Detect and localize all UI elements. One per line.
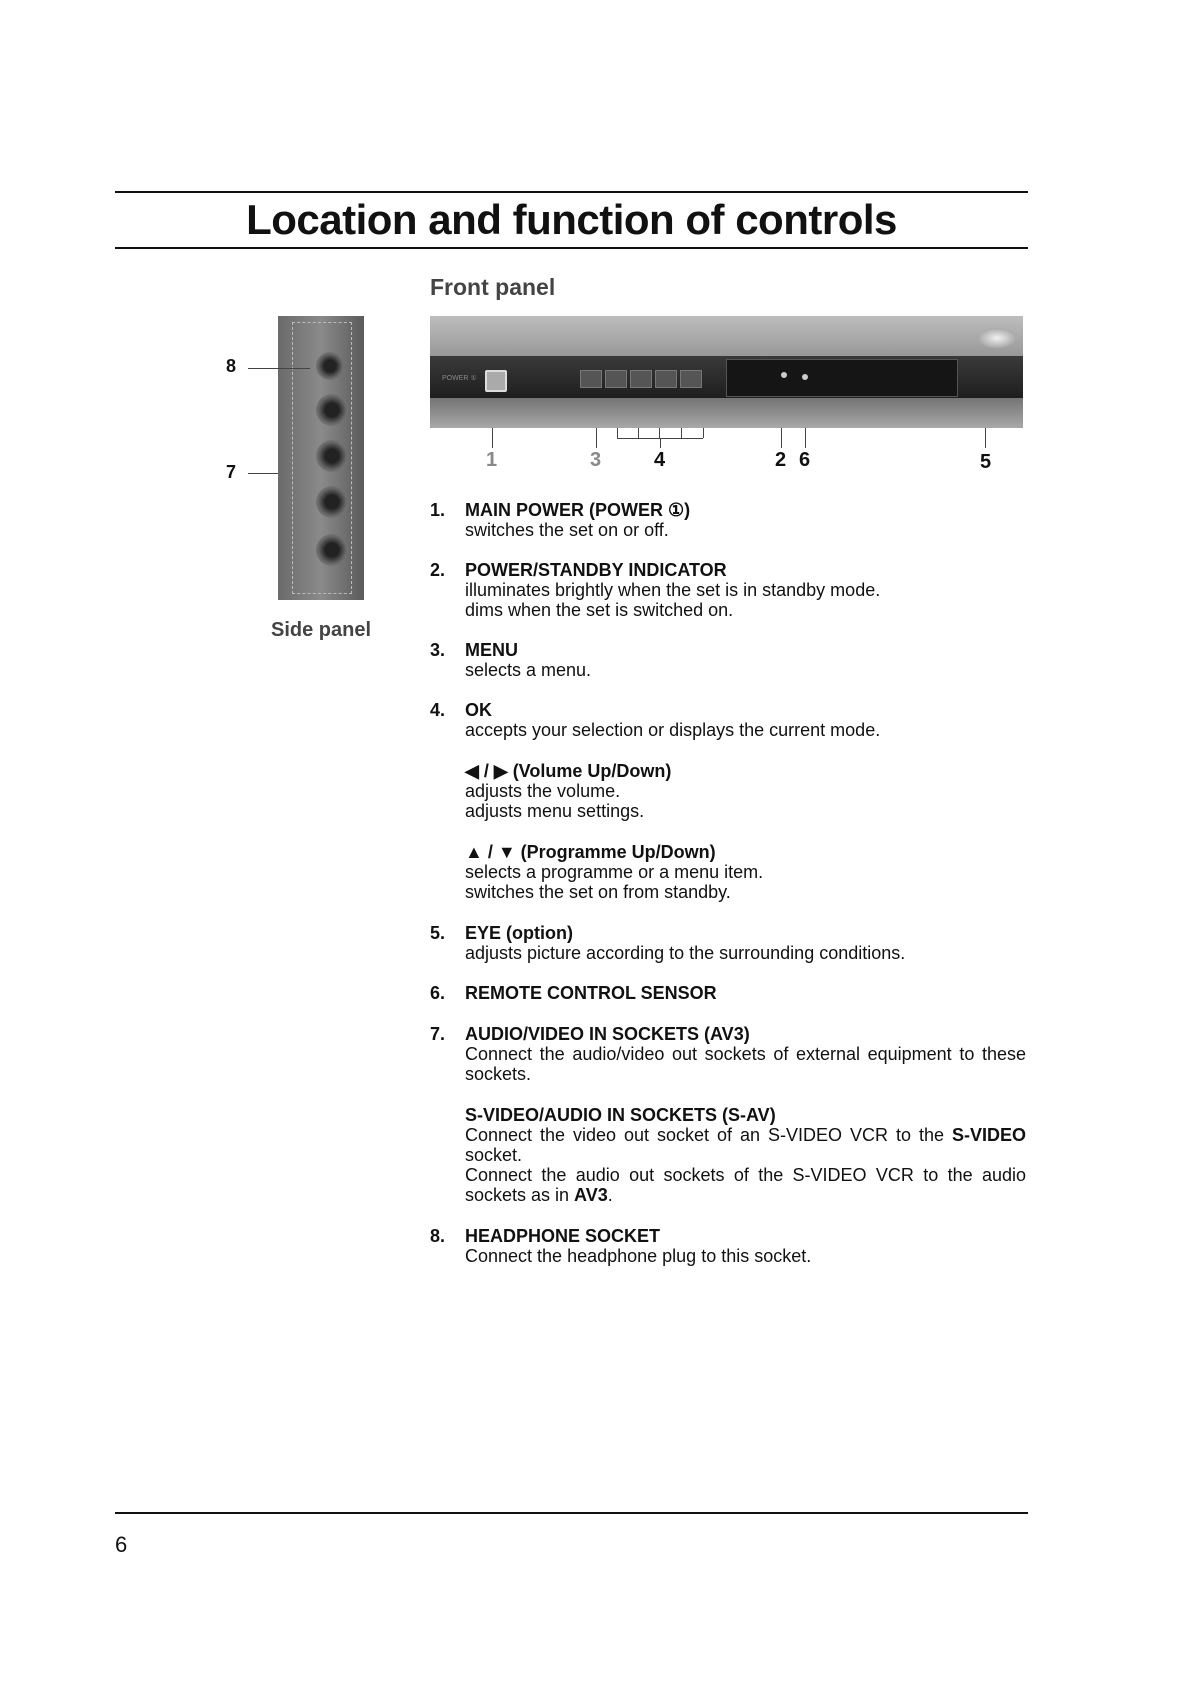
headphone-socket-illustration xyxy=(316,352,344,380)
audio-socket-illustration xyxy=(316,440,348,472)
list-item xyxy=(430,700,1026,740)
item-heading: MAIN POWER (POWER ①) xyxy=(465,500,691,520)
list-item xyxy=(430,1226,1026,1266)
sub-item-heading: S-VIDEO/AUDIO IN SOCKETS (S-AV) xyxy=(465,1105,776,1125)
item-number: 5. xyxy=(430,923,446,943)
item-heading: OK xyxy=(465,700,492,720)
item-description: switches the set on or off. xyxy=(465,520,669,540)
list-item xyxy=(430,560,1026,620)
callout-number-2: 2 xyxy=(775,449,787,471)
list-item xyxy=(430,640,1026,680)
ok-button-illustration xyxy=(605,370,627,388)
item-number: 8. xyxy=(430,1226,446,1246)
item-number: 7. xyxy=(430,1024,446,1044)
item-heading: POWER/STANDBY INDICATOR xyxy=(465,560,727,580)
callout-tick xyxy=(617,428,618,438)
power-label: POWER ① xyxy=(442,375,477,382)
remote-sensor-led xyxy=(802,374,808,380)
item-description: Connect the headphone plug to this socket. xyxy=(465,1246,812,1266)
side-callout-line-8 xyxy=(248,368,310,369)
callout-tick xyxy=(638,428,639,438)
video-socket-illustration xyxy=(316,534,348,566)
sub-item-heading: ◀ / ▶ (Volume Up/Down) xyxy=(465,761,672,781)
callout-line-5 xyxy=(985,428,986,448)
callout-line-6 xyxy=(805,428,806,448)
display-window xyxy=(726,359,958,397)
item-description: dims when the set is switched on. xyxy=(465,600,734,620)
sub-item-description xyxy=(465,1165,1026,1205)
item-heading: AUDIO/VIDEO IN SOCKETS (AV3) xyxy=(465,1024,750,1044)
callout-tick xyxy=(659,428,660,438)
item-number: 3. xyxy=(430,640,446,660)
callout-number-6: 6 xyxy=(799,449,811,471)
callout-number-1: 1 xyxy=(486,449,498,471)
top-rule xyxy=(115,191,1028,193)
front-panel-image xyxy=(430,316,1023,428)
item-number: 6. xyxy=(430,983,446,1003)
title-rule xyxy=(115,247,1028,249)
eye-sensor-illustration xyxy=(978,328,1016,348)
item-number: 4. xyxy=(430,700,446,720)
list-item xyxy=(430,1024,1026,1084)
sub-item-description xyxy=(465,1125,1026,1165)
callout-number-3: 3 xyxy=(590,449,602,471)
item-number: 1. xyxy=(430,500,446,520)
page-title: Location and function of controls xyxy=(246,196,897,243)
sub-item-s-video xyxy=(465,1105,1026,1205)
sub-item-description: selects a programme or a menu item. xyxy=(465,862,764,882)
bold-text: AV3 xyxy=(574,1185,608,1205)
callout-tick xyxy=(681,428,682,438)
callout-line-3 xyxy=(596,428,597,448)
side-callout-number-7: 7 xyxy=(226,462,237,482)
text: Connect the video out socket of an S-VIDEO VCR to the xyxy=(465,1125,952,1145)
callout-line-1 xyxy=(492,428,493,448)
item-description: Connect the audio/video out sockets of external equipment to these sockets. xyxy=(465,1044,1026,1084)
sub-item-volume xyxy=(465,761,1026,821)
side-callout-number-8: 8 xyxy=(226,356,237,376)
sub-item-description: switches the set on from standby. xyxy=(465,882,731,902)
sub-item-description: adjusts the volume. xyxy=(465,781,621,801)
sub-item-heading: ▲ / ▼ (Programme Up/Down) xyxy=(465,842,716,862)
s-video-socket-illustration xyxy=(316,394,348,426)
list-item xyxy=(430,923,1026,963)
bold-text: S-VIDEO xyxy=(951,1125,1026,1145)
item-description: illuminates brightly when the set is in standby mode. xyxy=(465,580,881,600)
item-heading: MENU xyxy=(465,640,518,660)
text: socket. xyxy=(465,1145,523,1165)
callout-number-5: 5 xyxy=(980,451,992,473)
standby-indicator-led xyxy=(781,372,787,378)
callout-line-2 xyxy=(781,428,782,448)
item-description: accepts your selection or displays the current mode. xyxy=(465,720,881,740)
item-heading: EYE (option) xyxy=(465,923,573,943)
side-panel-title: Side panel xyxy=(271,619,372,641)
callout-number-4: 4 xyxy=(654,449,666,471)
text: . xyxy=(607,1185,613,1205)
item-description: adjusts picture according to the surrounding conditions. xyxy=(465,943,906,963)
volume-button-illustration xyxy=(630,370,652,388)
item-heading: REMOTE CONTROL SENSOR xyxy=(465,983,717,1003)
text: Connect the audio out sockets of the S-VIDEO VCR to the audio sockets as in xyxy=(465,1165,1026,1205)
side-panel-image xyxy=(278,316,364,600)
sub-item-description: adjusts menu settings. xyxy=(465,801,645,821)
programme-button-illustration xyxy=(680,370,702,388)
power-button-illustration xyxy=(485,370,507,392)
callout-line-4 xyxy=(660,438,661,448)
item-number: 2. xyxy=(430,560,446,580)
front-panel-title: Front panel xyxy=(430,274,556,300)
audio-socket-illustration xyxy=(316,486,348,518)
volume-button-illustration xyxy=(655,370,677,388)
item-heading: HEADPHONE SOCKET xyxy=(465,1226,661,1246)
footer-rule xyxy=(115,1512,1028,1514)
page-number: 6 xyxy=(115,1532,128,1557)
item-description: selects a menu. xyxy=(465,660,592,680)
menu-button-illustration xyxy=(580,370,602,388)
list-item xyxy=(430,983,1026,1003)
callout-tick xyxy=(703,428,704,438)
sub-item-programme xyxy=(465,842,1026,902)
side-callout-line-7 xyxy=(248,473,278,474)
list-item xyxy=(430,500,1026,540)
